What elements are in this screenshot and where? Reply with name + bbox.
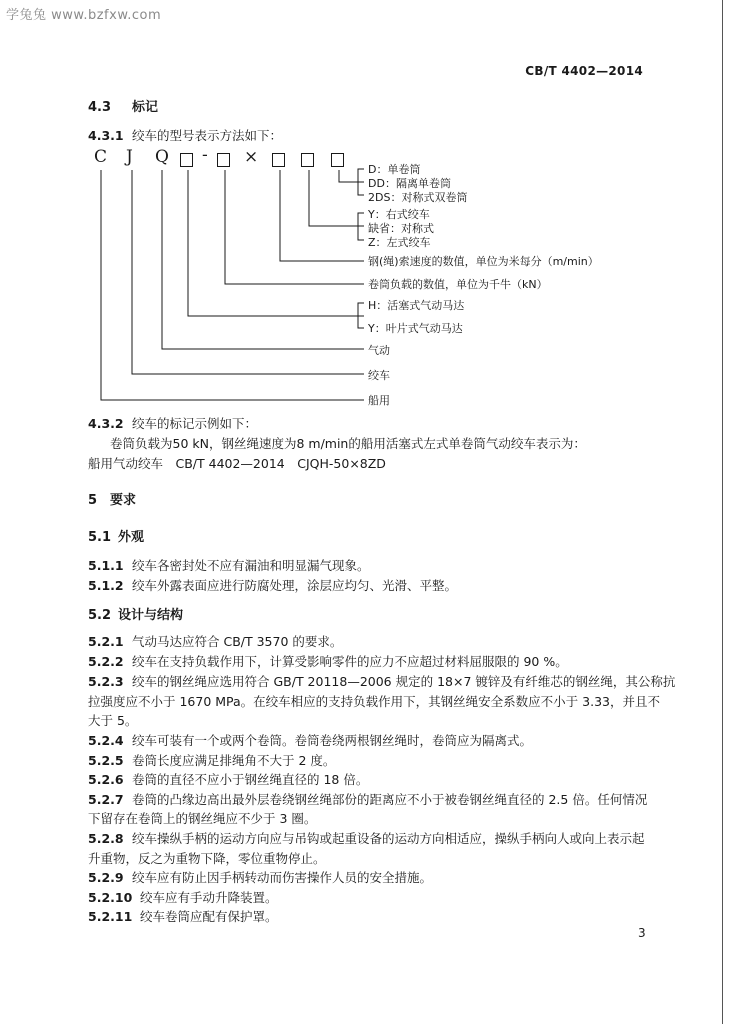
clause-number: 4.3.2 bbox=[88, 416, 124, 431]
clause-5-2-9 bbox=[88, 868, 432, 886]
clause-5-2-5 bbox=[88, 751, 335, 769]
label-pneumatic: 气动 bbox=[368, 344, 390, 357]
label-winch: 绞车 bbox=[368, 369, 390, 382]
clause-number: 5.2.1 bbox=[88, 634, 124, 649]
clause-5-2-11 bbox=[88, 907, 278, 925]
clause-number: 4.3.1 bbox=[88, 128, 124, 143]
code-letter-c: C bbox=[94, 147, 108, 167]
clause-text: 卷筒长度应满足排绳角不大于 2 度。 bbox=[132, 753, 336, 768]
connector-drum bbox=[339, 170, 364, 182]
label-speed: 钢(绳)索速度的数值，单位为米每分（m/min） bbox=[368, 255, 599, 268]
clause-number: 5.2.3 bbox=[88, 674, 124, 689]
label-z-left: Z：左式绞车 bbox=[368, 236, 431, 249]
clause-text: 绞车的型号表示方法如下： bbox=[132, 128, 283, 143]
clause-5-1-2 bbox=[88, 576, 457, 594]
code-dash: - bbox=[202, 145, 208, 165]
code-letter-q: Q bbox=[155, 147, 169, 167]
connector-j bbox=[132, 170, 364, 374]
section-title: 标记 bbox=[132, 100, 159, 115]
clause-5-2-8 bbox=[88, 829, 645, 847]
section-title: 要求 bbox=[110, 493, 137, 508]
section-number: 5 bbox=[88, 493, 98, 508]
clause-5-2-10 bbox=[88, 888, 278, 906]
section-number: 5.2 bbox=[88, 608, 112, 623]
clause-number: 5.2.2 bbox=[88, 654, 124, 669]
clause-5-2-2 bbox=[88, 652, 568, 670]
clause-5-2-4 bbox=[88, 731, 532, 749]
clause-text: 气动马达应符合 CB/T 3570 的要求。 bbox=[132, 634, 343, 649]
clause-text: 绞车各密封处不应有漏油和明显漏气现象。 bbox=[132, 558, 370, 573]
clause-5-2-1 bbox=[88, 632, 342, 650]
clause-text: 绞车可装有一个或两个卷筒。卷筒卷绕两根钢丝绳时，卷筒应为隔离式。 bbox=[132, 733, 533, 748]
label-d-single-drum: D：单卷筒 bbox=[368, 163, 421, 176]
clause-number: 5.2.10 bbox=[88, 890, 133, 905]
code-times: × bbox=[244, 147, 259, 167]
connector-motor bbox=[188, 170, 364, 316]
marking-example: 船用气动绞车 CB/T 4402—2014 CJQH-50×8ZD bbox=[88, 456, 386, 471]
clause-number: 5.2.9 bbox=[88, 870, 124, 885]
clause-number: 5.2.6 bbox=[88, 772, 124, 787]
label-marine: 船用 bbox=[368, 394, 390, 407]
label-dd-isolated-drum: DD：隔离单卷筒 bbox=[368, 177, 451, 190]
clause-number: 5.2.7 bbox=[88, 792, 124, 807]
section-5-1-heading bbox=[88, 526, 144, 545]
connector-side bbox=[309, 170, 364, 226]
label-y-vane: Y：叶片式气动马达 bbox=[368, 322, 463, 335]
label-load: 卷筒负载的数值，单位为千牛（kN） bbox=[368, 278, 548, 291]
watermark: 学兔兔 www.bzfxw.com bbox=[6, 8, 162, 23]
clause-number: 5.2.4 bbox=[88, 733, 124, 748]
marking-example-description: 卷筒负载为50 kN，钢丝绳速度为8 m/min的船用活塞式左式单卷筒气动绞车表示为： bbox=[110, 436, 586, 451]
clause-5-2-7-line2: 下留存在卷筒上的钢丝绳应不少于 3 圈。 bbox=[88, 811, 317, 826]
section-title: 设计与结构 bbox=[118, 608, 184, 623]
clause-text: 绞车应有防止因手柄转动而伤害操作人员的安全措施。 bbox=[132, 870, 433, 885]
connector-load bbox=[225, 170, 364, 284]
model-code-connector-lines bbox=[0, 0, 731, 420]
code-letter-j: J bbox=[126, 147, 133, 167]
clause-text: 绞车在支持负载作用下，计算受影响零件的应力不应超过材料屈服限的 90 %。 bbox=[132, 654, 568, 669]
clause-5-2-3-line3: 大于 5。 bbox=[88, 713, 138, 728]
section-title: 外观 bbox=[118, 530, 145, 545]
clause-5-2-8-line2: 升重物，反之为重物下降，零位重物停止。 bbox=[88, 851, 326, 866]
clause-5-2-6 bbox=[88, 770, 368, 788]
clause-number: 5.1.2 bbox=[88, 578, 124, 593]
clause-5-2-3-line2: 拉强度应不小于 1670 MPa。在绞车相应的支持负载作用下，其钢丝绳安全系数应不小于 3.33，并且不 bbox=[88, 694, 660, 709]
clause-text: 绞车的钢丝绳应选用符合 GB/T 20118—2006 规定的 18×7 镀锌及有纤维芯的钢丝绳，其公称抗 bbox=[132, 674, 676, 689]
clause-text: 绞车卷筒应配有保护罩。 bbox=[140, 909, 278, 924]
clause-5-2-7 bbox=[88, 790, 647, 808]
clause-5-2-3 bbox=[88, 672, 675, 690]
section-number: 5.1 bbox=[88, 530, 112, 545]
connector-speed bbox=[280, 170, 364, 261]
label-h-piston: H：活塞式气动马达 bbox=[368, 299, 465, 312]
connector-q bbox=[162, 170, 364, 349]
label-y-right: Y：右式绞车 bbox=[368, 208, 430, 221]
page-number: 3 bbox=[638, 926, 646, 940]
clause-text: 卷筒的凸缘边高出最外层卷绕钢丝绳部份的距离应不小于被卷钢丝绳直径的 2.5 倍。任何情况 bbox=[132, 792, 648, 807]
clause-number: 5.2.8 bbox=[88, 831, 124, 846]
clause-text: 绞车外露表面应进行防腐处理，涂层应均匀、光滑、平整。 bbox=[132, 578, 458, 593]
clause-text: 绞车操纵手柄的运动方向应与吊钩或起重设备的运动方向相适应，操纵手柄向人或向上表示起 bbox=[132, 831, 645, 846]
clause-text: 卷筒的直径不应小于钢丝绳直径的 18 倍。 bbox=[132, 772, 369, 787]
clause-text: 绞车的标记示例如下： bbox=[132, 416, 258, 431]
connector-c bbox=[101, 170, 364, 400]
section-5-2-heading bbox=[88, 604, 183, 623]
clause-number: 5.2.5 bbox=[88, 753, 124, 768]
clause-5-1-1 bbox=[88, 556, 370, 574]
clause-text: 绞车应有手动升降装置。 bbox=[140, 890, 278, 905]
label-2ds-double-drum: 2DS：对称式双卷筒 bbox=[368, 191, 468, 204]
standard-number-header: CB/T 4402—2014 bbox=[525, 64, 643, 78]
section-number: 4.3 bbox=[88, 100, 112, 115]
clause-number: 5.1.1 bbox=[88, 558, 124, 573]
section-5-heading bbox=[88, 489, 136, 508]
label-default-symmetric: 缺省：对称式 bbox=[368, 222, 434, 235]
clause-number: 5.2.11 bbox=[88, 909, 133, 924]
clause-4-3-2 bbox=[88, 414, 257, 432]
